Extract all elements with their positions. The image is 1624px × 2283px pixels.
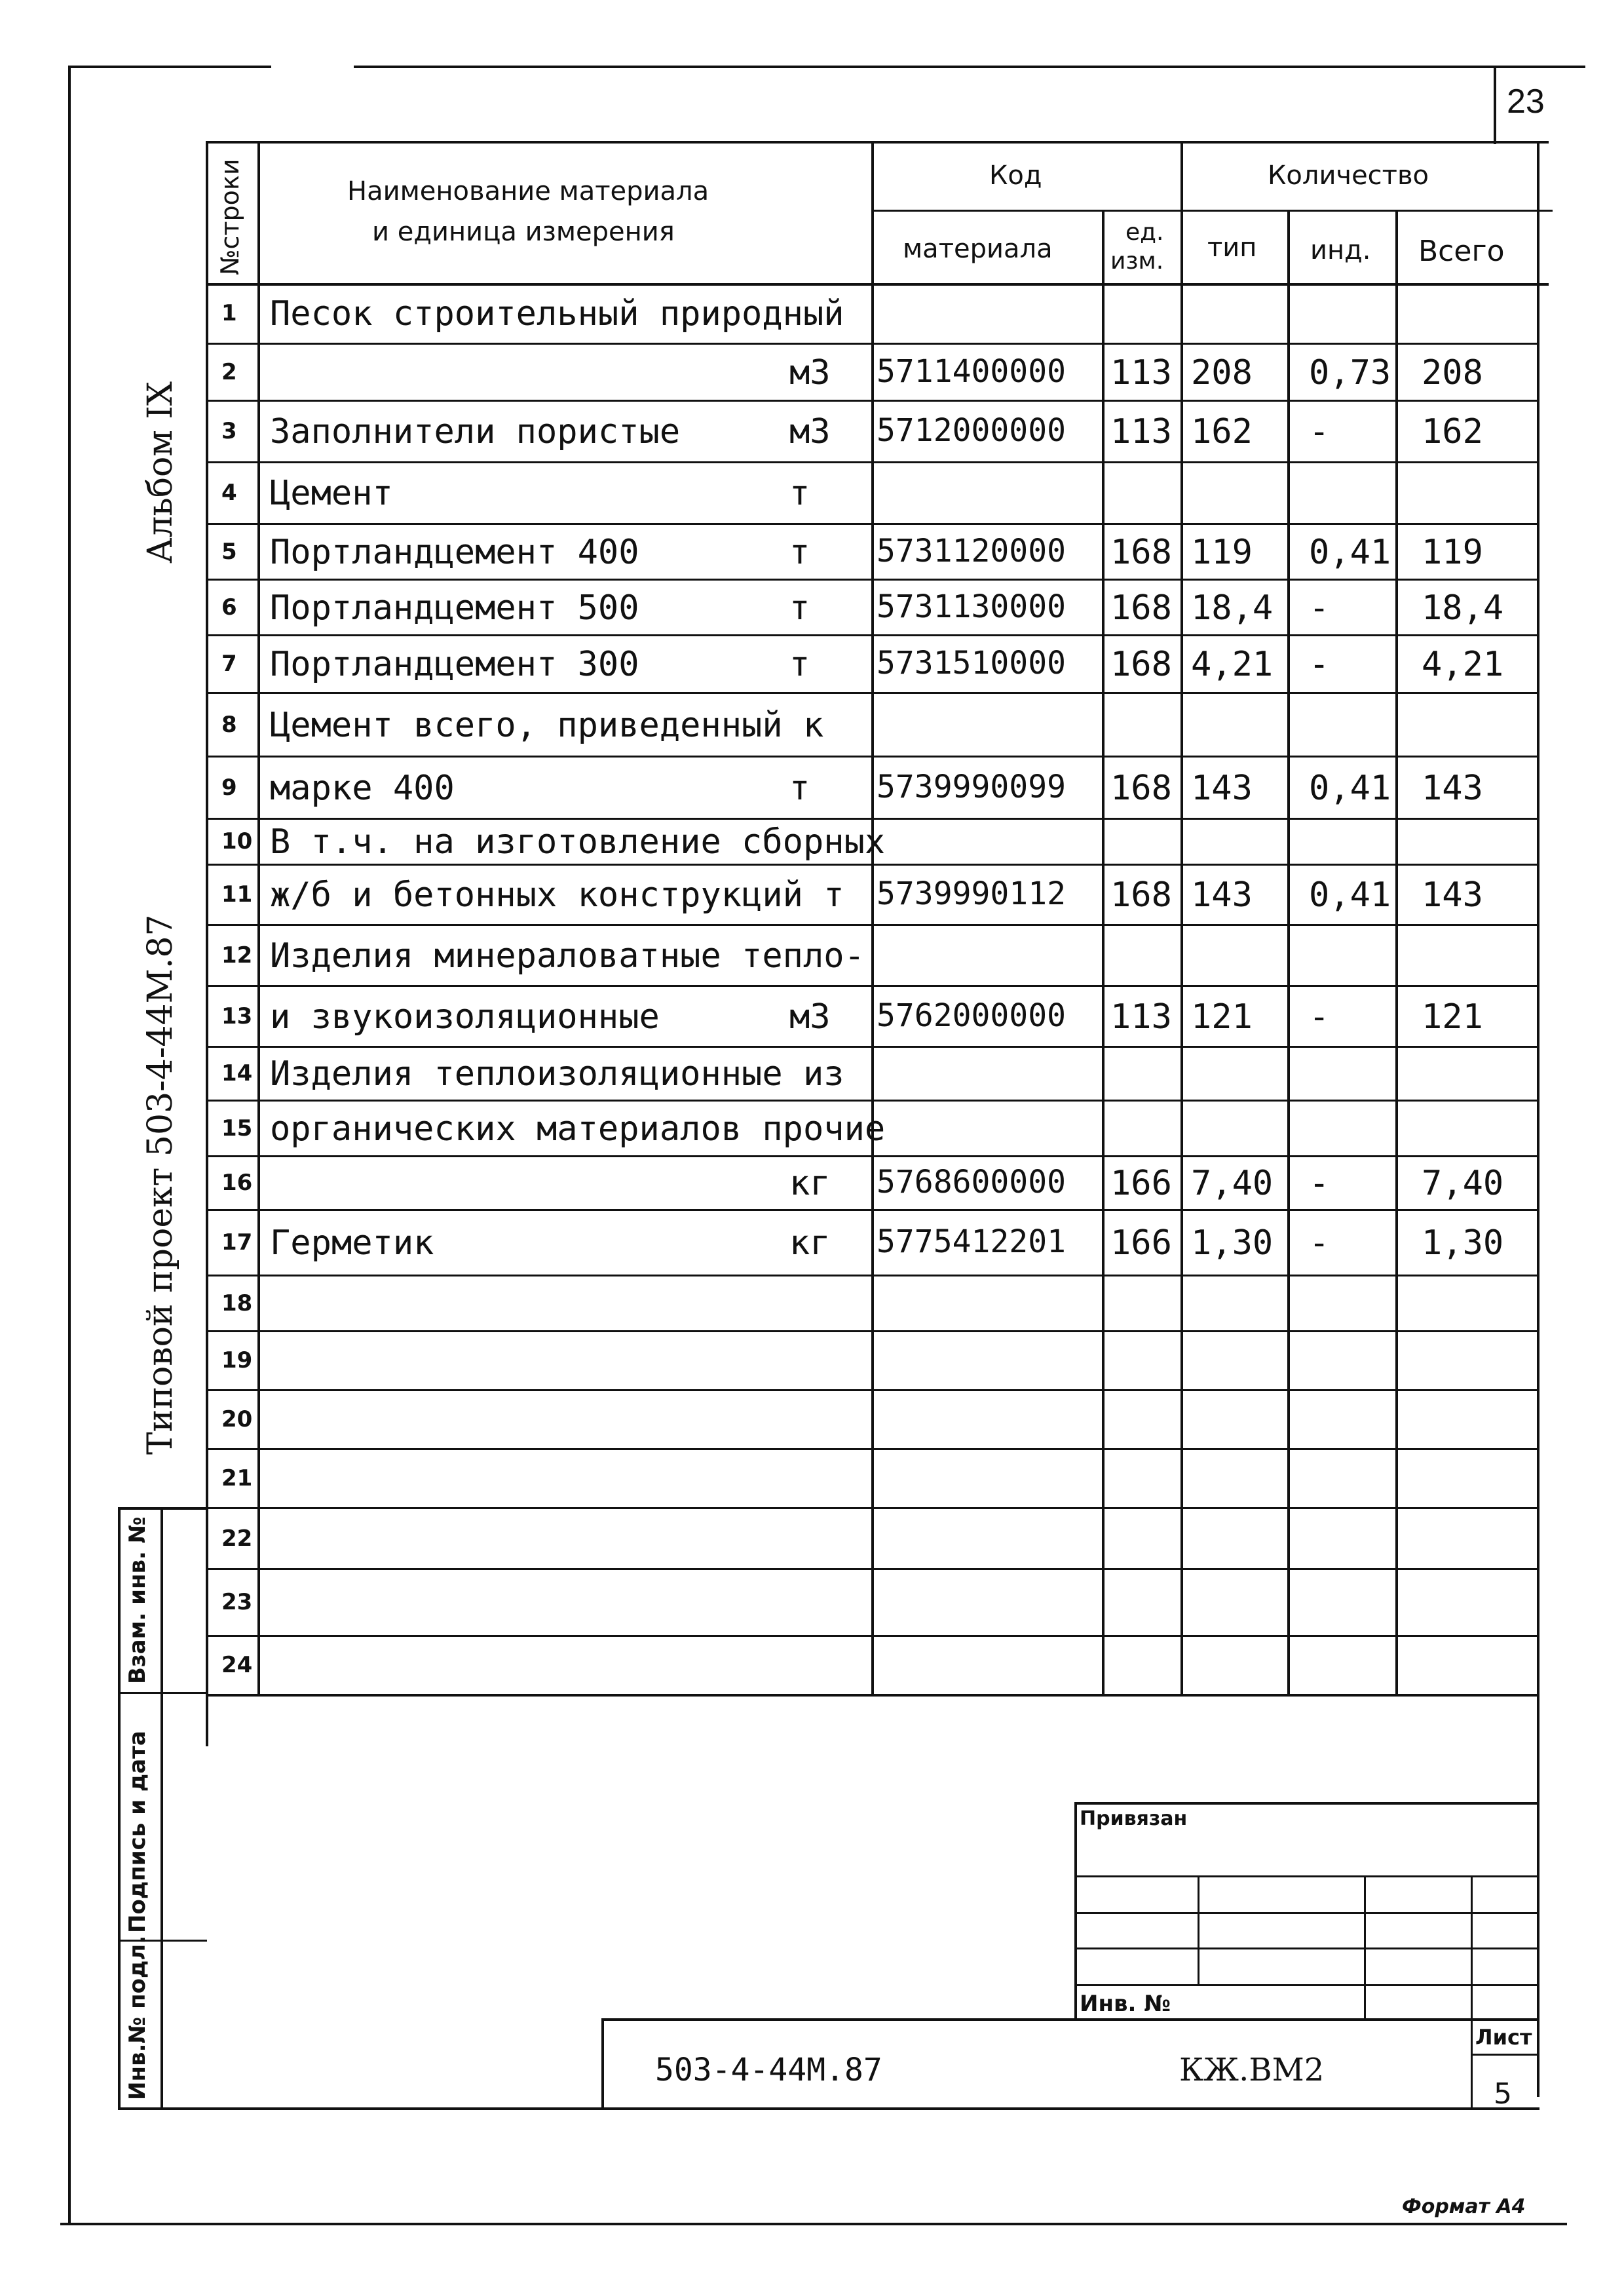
cell-name: Портландцемент 400	[270, 532, 639, 572]
privyazan-line-2	[1074, 1912, 1539, 1914]
cell-unit: т	[789, 588, 810, 628]
cell-qty-type: 162	[1191, 412, 1253, 451]
table-row-line	[206, 579, 1539, 581]
header-code-material: материала	[903, 234, 1053, 264]
cell-row-number: 18	[221, 1290, 253, 1316]
cell-qty-ind: -	[1309, 1223, 1330, 1263]
sheet-label: Лист	[1475, 2025, 1532, 2050]
cell-qty-ind: -	[1309, 412, 1330, 451]
cell-qty-type: 143	[1191, 768, 1253, 808]
cell-qty-type: 208	[1191, 353, 1253, 393]
table-row-line	[206, 1568, 1539, 1570]
cell-qty-ind: -	[1309, 997, 1330, 1037]
cell-row-number: 2	[221, 358, 237, 385]
cell-row-number: 20	[221, 1406, 253, 1432]
cell-unit-code: 168	[1110, 645, 1172, 684]
left-stamp-top-line	[118, 1507, 207, 1510]
cell-material-code: 5731120000	[877, 532, 1066, 569]
privyazan-label: Привязан	[1080, 1807, 1188, 1830]
cell-material-code: 5731130000	[877, 588, 1066, 625]
cell-row-number: 16	[221, 1170, 253, 1196]
vzam-inv-label: Взам. инв. №	[124, 1516, 151, 1684]
cell-unit-code: 113	[1110, 353, 1172, 393]
cell-unit-code: 168	[1110, 532, 1172, 572]
table-row-line	[206, 1275, 1539, 1276]
table-row-line	[206, 1046, 1539, 1048]
left-stamp-inner-line	[161, 1507, 163, 2110]
table-row-line	[206, 692, 1539, 694]
sheet-value: 5	[1494, 2077, 1512, 2111]
cell-row-number: 4	[221, 480, 237, 506]
cell-unit-code: 168	[1110, 875, 1172, 915]
cell-qty-ind: 0,41	[1309, 875, 1391, 915]
cell-row-number: 12	[221, 942, 253, 969]
table-row-line	[206, 1100, 1539, 1102]
cell-qty-type: 121	[1191, 997, 1253, 1037]
cell-name: Цемент всего, приведенный к	[270, 705, 824, 745]
title-block-main-top	[601, 2018, 1539, 2021]
cell-unit: м3	[789, 997, 831, 1037]
table-header-mid-line	[871, 210, 1553, 212]
inv-podl-label: Инв.№ подл.	[124, 1935, 151, 2100]
col-line-1	[257, 141, 260, 1695]
cell-row-number: 9	[221, 774, 237, 801]
privyazan-line-3	[1074, 1947, 1539, 1949]
cell-row-number: 23	[221, 1589, 253, 1615]
cell-row-number: 7	[221, 651, 237, 677]
col-line-3	[1102, 210, 1105, 1695]
cell-name: Портландцемент 300	[270, 645, 639, 684]
privyazan-line-4	[1074, 1984, 1539, 1986]
podpis-data-label: Подпись и дата	[124, 1731, 151, 1933]
table-row-line	[206, 1448, 1539, 1450]
col-line-5	[1287, 210, 1290, 1695]
cell-qty-total: 143	[1422, 768, 1483, 808]
cell-row-number: 21	[221, 1465, 253, 1491]
frame-top-border	[68, 66, 271, 68]
cell-qty-ind: -	[1309, 645, 1330, 684]
cell-qty-type: 143	[1191, 875, 1253, 915]
cell-unit-code: 113	[1110, 997, 1172, 1037]
cell-row-number: 1	[221, 299, 237, 326]
cell-qty-type: 4,21	[1191, 645, 1274, 684]
cell-name: ж/б и бетонных конструкций т	[270, 875, 844, 915]
table-row-line	[206, 818, 1539, 820]
cell-qty-total: 121	[1422, 997, 1483, 1037]
frame-bottom-border	[60, 2223, 1567, 2225]
table-row-line	[206, 756, 1539, 758]
title-block-top-line	[206, 1694, 1539, 1697]
cell-qty-type: 7,40	[1191, 1164, 1274, 1203]
cell-name: В т.ч. на изготовление сборных	[270, 822, 886, 862]
doc-code: 503-4-44М.87	[655, 2052, 882, 2088]
header-code-unit-l1: ед.	[1125, 219, 1164, 246]
cell-qty-type: 18,4	[1191, 588, 1274, 628]
header-qty-type: тип	[1207, 233, 1257, 263]
inv-no-label: Инв. №	[1080, 1991, 1171, 2017]
privyazan-col-3	[1471, 1875, 1473, 2107]
table-row-line	[206, 985, 1539, 987]
table-header-bottom-line	[206, 283, 1549, 286]
cell-row-number: 15	[221, 1115, 253, 1142]
cell-material-code: 5768600000	[877, 1164, 1066, 1200]
cell-material-code: 5712000000	[877, 412, 1066, 449]
cell-name: Изделия теплоизоляционные из	[270, 1054, 844, 1094]
cell-unit: кг	[789, 1164, 831, 1203]
cell-qty-total: 143	[1422, 875, 1483, 915]
col-line-2	[871, 141, 874, 1695]
cell-qty-ind: -	[1309, 1164, 1330, 1203]
cell-row-number: 22	[221, 1525, 253, 1552]
header-code-unit-l2: изм.	[1110, 248, 1164, 275]
privyazan-col-1	[1198, 1875, 1199, 1986]
cell-material-code: 5711400000	[877, 353, 1066, 390]
cell-row-number: 14	[221, 1060, 253, 1086]
col-line-4	[1180, 141, 1183, 1695]
table-row-line	[206, 1155, 1539, 1157]
format-label: Формат А4	[1402, 2195, 1526, 2218]
cell-unit: м3	[789, 353, 831, 393]
cell-name: Изделия минераловатные тепло-	[270, 936, 865, 976]
cell-qty-ind: 0,73	[1309, 353, 1391, 393]
cell-row-number: 13	[221, 1003, 253, 1029]
page-number-box-left	[1494, 66, 1496, 144]
cell-row-number: 11	[221, 881, 253, 908]
title-block-main-left	[601, 2018, 604, 2107]
left-stamp-bottom-line	[118, 2107, 1539, 2110]
page-number: 23	[1507, 83, 1545, 121]
cell-name: Заполнители пористые	[270, 412, 681, 451]
cell-name: марке 400	[270, 768, 455, 808]
table-row-line	[206, 864, 1539, 866]
cell-unit-code: 168	[1110, 588, 1172, 628]
cell-row-number: 3	[221, 418, 237, 444]
table-row-line	[206, 1389, 1539, 1391]
cell-row-number: 10	[221, 828, 253, 854]
cell-qty-ind: 0,41	[1309, 768, 1391, 808]
cell-unit: т	[789, 645, 810, 684]
header-row-no: №строки	[216, 159, 244, 275]
frame-top-border-right	[354, 66, 1585, 68]
cell-unit-code: 166	[1110, 1223, 1172, 1263]
cell-material-code: 5739990099	[877, 768, 1066, 805]
cell-unit: кг	[789, 1223, 831, 1263]
cell-qty-ind: 0,41	[1309, 532, 1391, 572]
cell-material-code: 5775412201	[877, 1223, 1066, 1260]
cell-unit: м3	[789, 412, 831, 451]
left-stamp-line-1	[118, 1692, 207, 1694]
cell-unit-code: 166	[1110, 1164, 1172, 1203]
cell-unit: т	[789, 532, 810, 572]
cell-row-number: 17	[221, 1229, 253, 1256]
cell-qty-total: 7,40	[1422, 1164, 1504, 1203]
privyazan-box-left	[1074, 1802, 1077, 2021]
table-row-line	[206, 523, 1539, 525]
col-line-6	[1395, 210, 1398, 1695]
cell-unit: т	[789, 474, 810, 513]
cell-name: органических материалов прочие	[270, 1109, 886, 1149]
cell-name: Герметик	[270, 1223, 434, 1263]
table-row-line	[206, 461, 1539, 463]
header-quantity: Количество	[1268, 161, 1429, 191]
cell-qty-type: 1,30	[1191, 1223, 1274, 1263]
cell-material-code: 5739990112	[877, 875, 1066, 912]
cell-name: Песок строительный природный	[270, 294, 844, 334]
cell-name: Портландцемент 500	[270, 588, 639, 628]
cell-qty-total: 1,30	[1422, 1223, 1504, 1263]
table-row-line	[206, 343, 1539, 345]
cell-material-code: 5731510000	[877, 645, 1066, 681]
cell-row-number: 5	[221, 538, 237, 565]
cell-qty-total: 119	[1422, 532, 1483, 572]
privyazan-box-top	[1074, 1802, 1539, 1805]
cell-row-number: 19	[221, 1347, 253, 1373]
left-stamp-outer-line	[118, 1507, 121, 2110]
cell-material-code: 5762000000	[877, 997, 1066, 1034]
col-line-0	[206, 141, 208, 1746]
album-label: Альбом IX	[141, 381, 180, 564]
cell-name: Цемент	[270, 474, 393, 513]
cell-unit-code: 168	[1110, 768, 1172, 808]
table-row-line	[206, 1209, 1539, 1211]
cell-row-number: 8	[221, 711, 237, 738]
project-label: Типовой проект 503-4-44М.87	[141, 914, 180, 1455]
table-top-line	[206, 141, 1549, 144]
privyazan-col-2	[1364, 1875, 1366, 2018]
frame-left-border	[68, 66, 71, 2223]
table-row-line	[206, 634, 1539, 636]
header-name-line1: Наименование материала	[347, 176, 709, 206]
cell-qty-total: 208	[1422, 353, 1483, 393]
header-name-line2: и единица измерения	[372, 217, 675, 247]
doc-mark: КЖ.ВМ2	[1179, 2052, 1325, 2088]
table-row-line	[206, 400, 1539, 402]
cell-name: и звукоизоляционные	[270, 997, 660, 1037]
cell-row-number: 6	[221, 594, 237, 621]
table-row-line	[206, 1635, 1539, 1637]
header-code: Код	[989, 161, 1042, 191]
cell-qty-ind: -	[1309, 588, 1330, 628]
cell-qty-total: 18,4	[1422, 588, 1504, 628]
header-qty-ind: инд.	[1310, 235, 1371, 265]
sheet-box-mid-line	[1471, 2054, 1539, 2056]
cell-row-number: 24	[221, 1652, 253, 1678]
cell-qty-total: 162	[1422, 412, 1483, 451]
table-row-line	[206, 924, 1539, 926]
cell-qty-type: 119	[1191, 532, 1253, 572]
cell-unit: т	[789, 768, 810, 808]
header-qty-total: Всего	[1418, 235, 1505, 268]
privyazan-line-1	[1074, 1875, 1539, 1877]
cell-qty-total: 4,21	[1422, 645, 1504, 684]
table-row-line	[206, 1507, 1539, 1509]
cell-unit-code: 113	[1110, 412, 1172, 451]
table-row-line	[206, 1330, 1539, 1332]
